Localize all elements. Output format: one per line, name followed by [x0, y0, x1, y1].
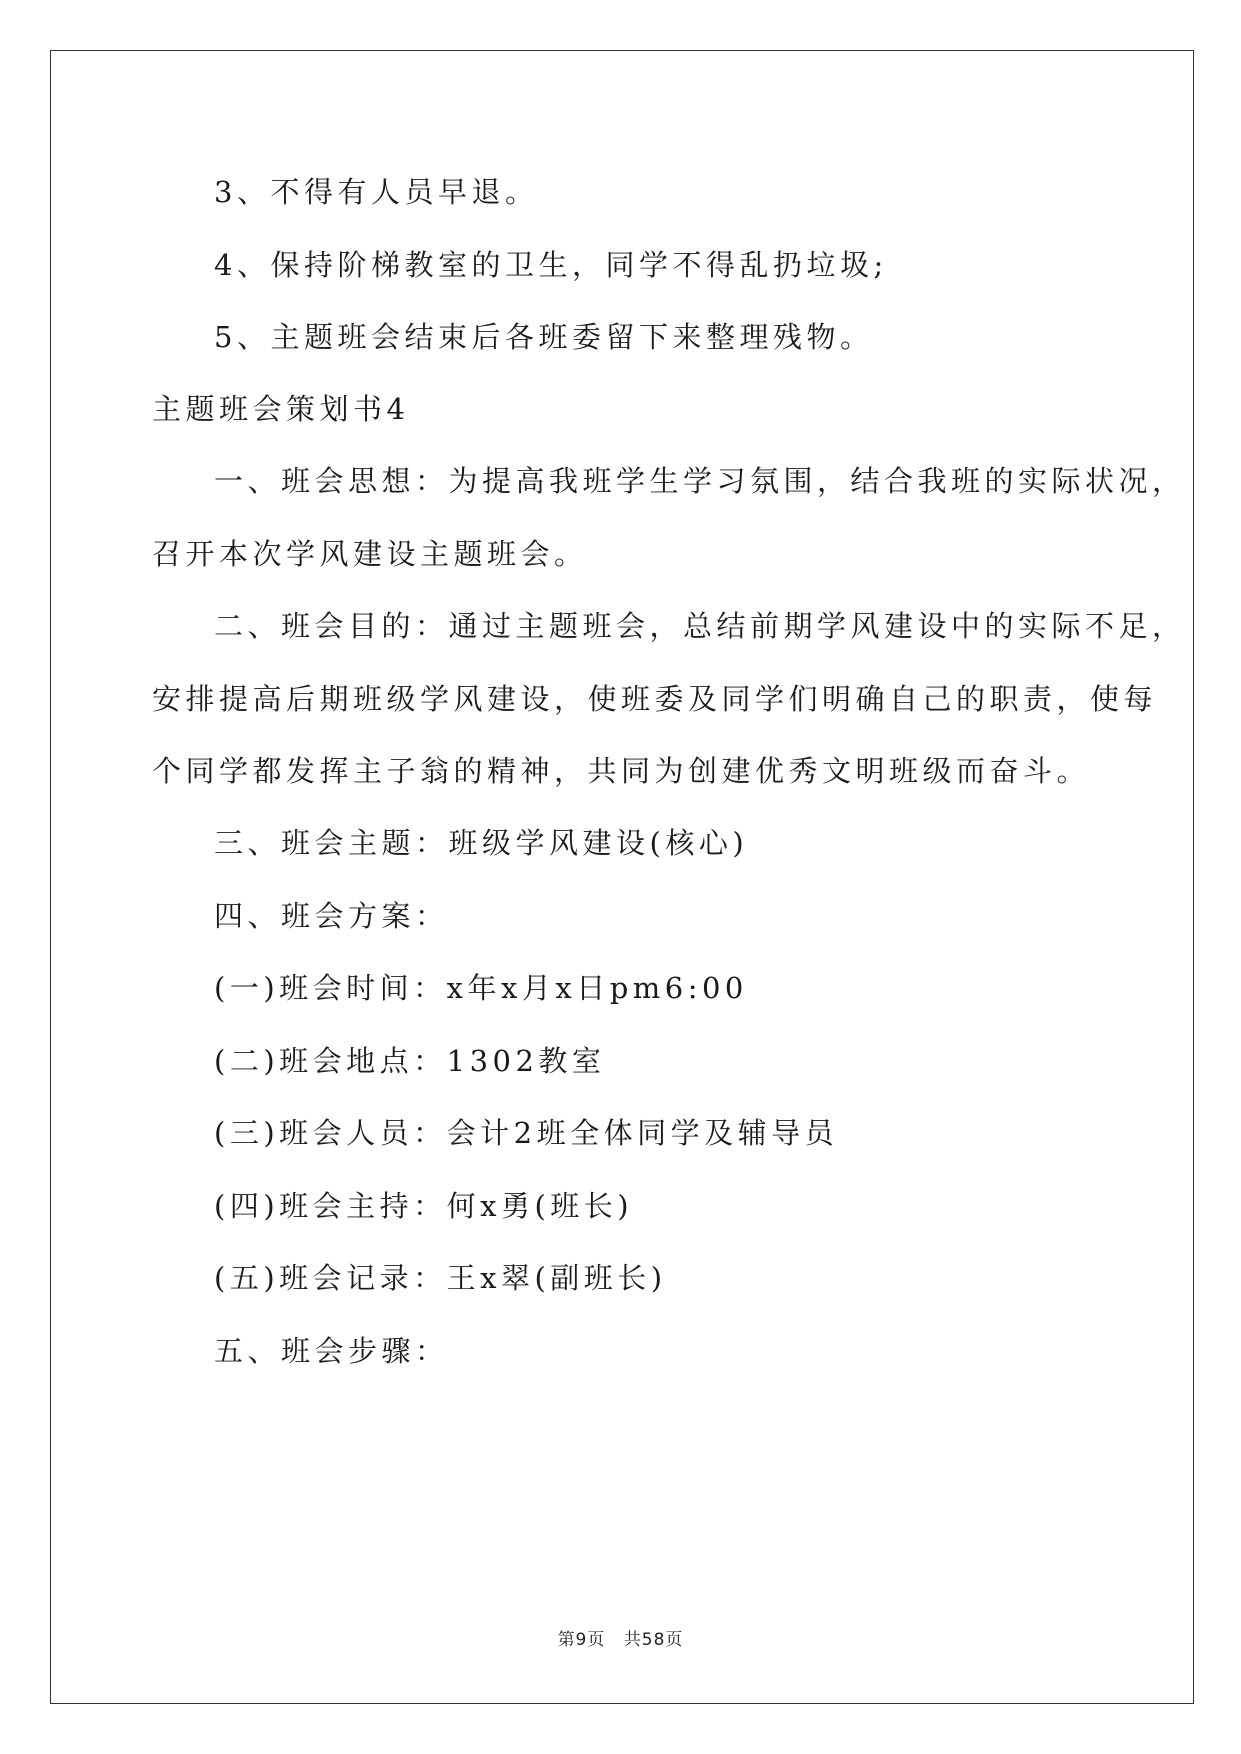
- page-number: 第9页: [557, 1630, 606, 1650]
- paragraph-line: 二、班会目的：通过主题班会，总结前期学风建设中的实际不足，: [214, 609, 1186, 643]
- paragraph-line: 召开本次学风建设主题班会。: [152, 537, 588, 571]
- paragraph-line: (二)班会地点：1302教室: [214, 1044, 606, 1078]
- paragraph-line: 五、班会步骤：: [214, 1334, 449, 1368]
- paragraph-line: 四、班会方案：: [214, 899, 449, 933]
- paragraph-line: (三)班会人员：会计2班全体同学及辅导员: [214, 1116, 839, 1150]
- paragraph-line: 5、主题班会结束后各班委留下来整理残物。: [214, 320, 874, 354]
- page-border: [50, 50, 1194, 1704]
- page-total: 共58页: [623, 1630, 684, 1650]
- page-footer: [0, 1625, 1241, 1650]
- paragraph-line: 个同学都发挥主子翁的精神，共同为创建优秀文明班级而奋斗。: [152, 754, 1091, 788]
- paragraph-line: 3、不得有人员早退。: [214, 175, 539, 209]
- paragraph-line: 一、班会思想：为提高我班学生学习氛围，结合我班的实际状况，: [214, 464, 1186, 498]
- section-heading: 主题班会策划书4: [152, 392, 410, 426]
- paragraph-line: 三、班会主题：班级学风建设(核心): [214, 826, 749, 860]
- paragraph-line: 安排提高后期班级学风建设，使班委及同学们明确自己的职责，使每: [152, 682, 1158, 716]
- paragraph-line: 4、保持阶梯教室的卫生，同学不得乱扔垃圾;: [214, 248, 888, 282]
- paragraph-line: (四)班会主持：何x勇(班长): [214, 1189, 634, 1223]
- paragraph-line: (五)班会记录：王x翠(副班长): [214, 1261, 667, 1295]
- paragraph-line: (一)班会时间：x年x月x日pm6:00: [214, 971, 748, 1005]
